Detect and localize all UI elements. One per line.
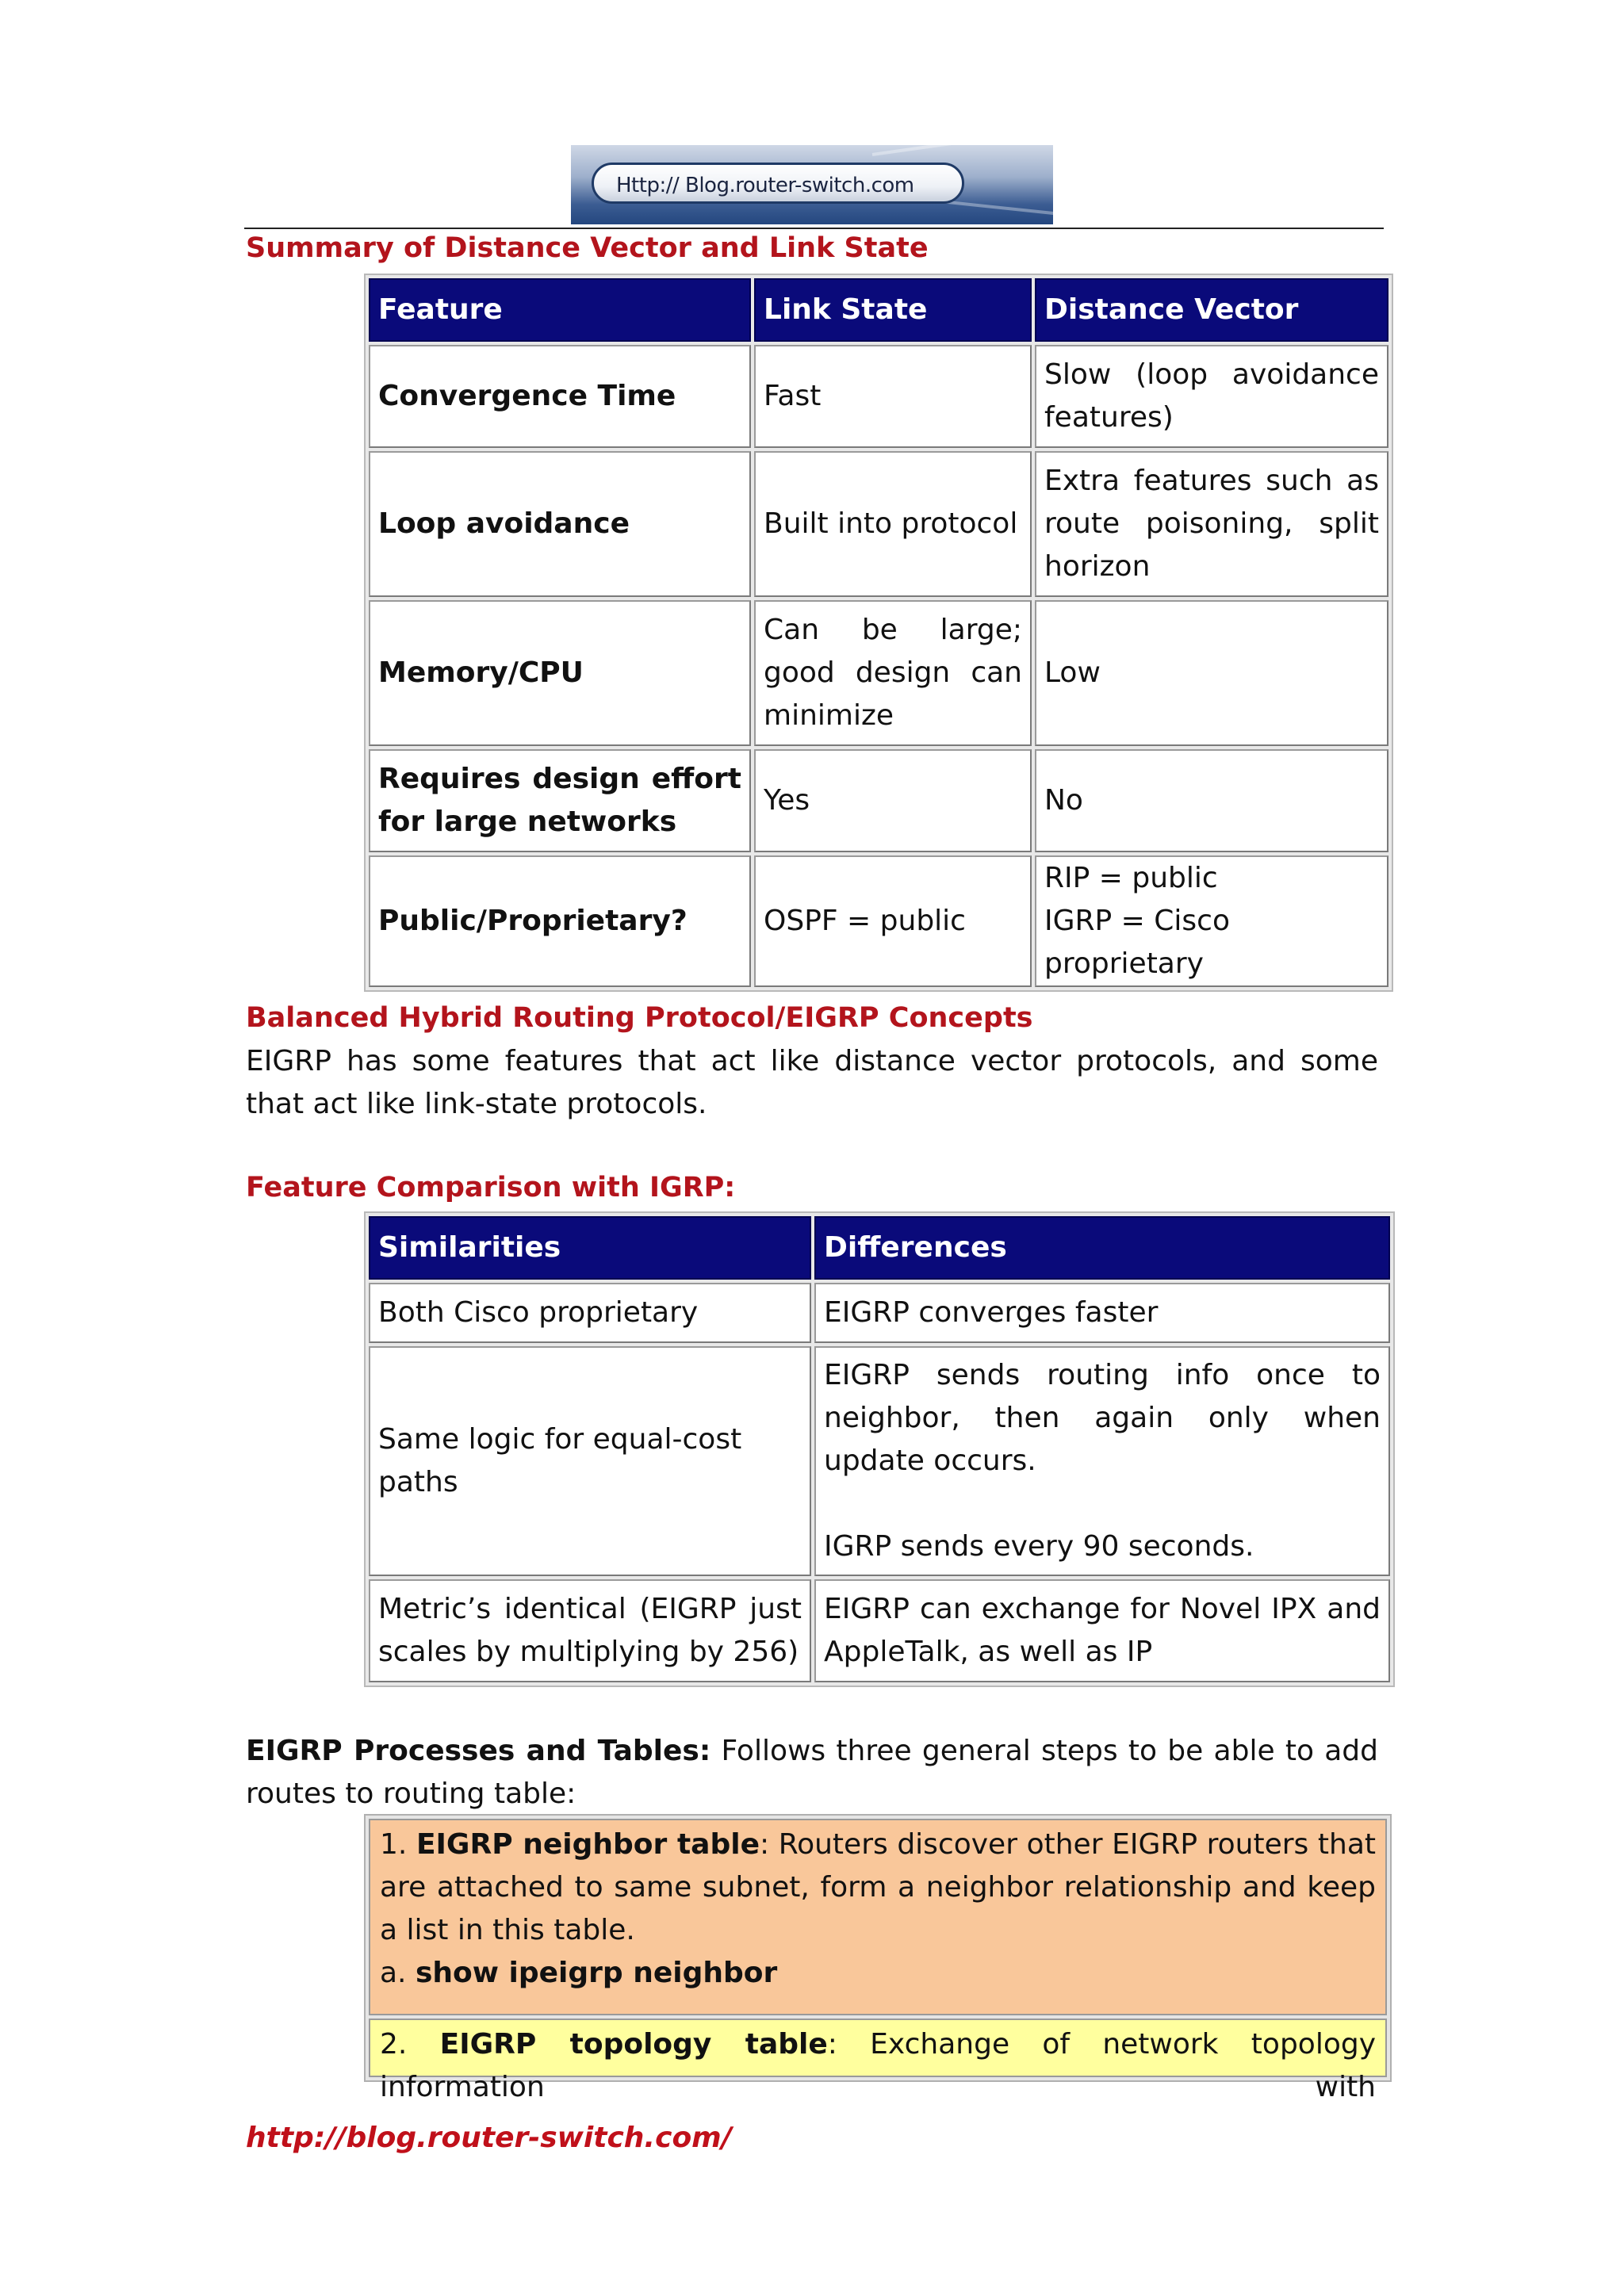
- distance-vector-line: RIP = public: [1044, 862, 1218, 894]
- table-header-cell: Distance Vector: [1035, 278, 1388, 342]
- section-heading-eigrp-concepts: Balanced Hybrid Routing Protocol/EIGRP Concepts: [246, 1002, 1033, 1034]
- table-header-cell: Similarities: [369, 1216, 811, 1280]
- feature-cell: Public/Proprietary?: [369, 855, 751, 987]
- footer-url[interactable]: http://blog.router-switch.com/: [246, 2122, 732, 2154]
- difference-text: IGRP sends every 90 seconds.: [824, 1530, 1254, 1563]
- eigrp-steps-table: [364, 1814, 1392, 2103]
- comparison-table: [364, 1211, 1395, 1687]
- step-title: EIGRP topology table: [439, 2028, 828, 2061]
- difference-cell: EIGRP converges faster: [814, 1283, 1390, 1343]
- similarity-cell: Both Cisco proprietary: [369, 1283, 811, 1343]
- distance-vector-line: IGRP = Cisco proprietary: [1044, 905, 1230, 980]
- table-header-row: [369, 278, 1388, 342]
- step-title: EIGRP neighbor table: [416, 1828, 760, 1861]
- table-row: [369, 345, 1388, 448]
- section-heading-summary: Summary of Distance Vector and Link State: [246, 232, 929, 264]
- table-header-cell: Feature: [369, 278, 751, 342]
- feature-cell: Memory/CPU: [369, 600, 751, 746]
- link-state-cell: Yes: [754, 749, 1032, 852]
- difference-cell: [814, 1346, 1390, 1576]
- site-logo-banner: [571, 145, 1053, 224]
- link-state-cell: Built into protocol: [754, 451, 1032, 597]
- processes-lead-text: Follows three general steps to be able to add routes to routing table:: [246, 1735, 1378, 1810]
- feature-cell: Loop avoidance: [369, 451, 751, 597]
- difference-cell: EIGRP can exchange for Novel IPX and AppleTalk, as well as IP: [814, 1579, 1390, 1682]
- step-topology-table: [369, 2019, 1387, 2103]
- summary-table: [364, 274, 1393, 992]
- eigrp-processes-paragraph: [246, 1730, 1378, 1816]
- step-number: 1.: [380, 1828, 416, 1861]
- step-neighbor-table: [369, 1819, 1387, 2015]
- feature-cell: Convergence Time: [369, 345, 751, 448]
- table-header-row: [369, 1216, 1390, 1280]
- difference-text: EIGRP sends routing info once to neighbor, then again only when update occurs.: [824, 1359, 1381, 1477]
- eigrp-concepts-paragraph: EIGRP has some features that act like distance vector protocols, and some that act like link-state protocols.: [246, 1045, 1378, 1120]
- logo-decor-ray: [872, 54, 1580, 156]
- table-row: [369, 855, 1388, 987]
- link-state-cell: Fast: [754, 345, 1032, 448]
- distance-vector-cell: Extra features such as route poisoning, split horizon: [1035, 451, 1388, 597]
- similarity-cell: Metric’s identical (EIGRP just scales by multiplying by 256): [369, 1579, 811, 1682]
- feature-cell: Requires design effort for large networks: [369, 749, 751, 852]
- link-state-cell: Can be large; good design can minimize: [754, 600, 1032, 746]
- table-row: [369, 451, 1388, 597]
- table-row: [369, 1283, 1390, 1343]
- table-row: [369, 1579, 1390, 1682]
- table-row: [369, 600, 1388, 746]
- distance-vector-cell: No: [1035, 749, 1388, 852]
- similarity-cell: Same logic for equal-cost paths: [369, 1346, 811, 1576]
- processes-lead-bold: EIGRP Processes and Tables:: [246, 1735, 711, 1767]
- table-row: [369, 749, 1388, 852]
- table-header-cell: Link State: [754, 278, 1032, 342]
- distance-vector-cell: [1035, 855, 1388, 987]
- header-rule: [244, 228, 1384, 229]
- table-row: [369, 1346, 1390, 1576]
- step-text: : Exchange of network topology information with: [380, 2028, 1376, 2103]
- logo-decor-ray: [872, 193, 1582, 270]
- sub-step-prefix: a.: [380, 1957, 416, 1989]
- spacer: [824, 1483, 1381, 1525]
- distance-vector-cell: Slow (loop avoidance features): [1035, 345, 1388, 448]
- step-number: 2.: [380, 2028, 440, 2061]
- logo-text: Http:// Blog.router-switch.com: [592, 163, 964, 204]
- step-text: : Routers discover other EIGRP routers that are attached to same subnet, form a neighbor relationship and keep a list in this table.: [380, 1828, 1376, 1946]
- sub-step-command: show ipeigrp neighbor: [415, 1957, 778, 1989]
- table-header-cell: Differences: [814, 1216, 1390, 1280]
- section-heading-feature-comparison: Feature Comparison with IGRP:: [246, 1172, 736, 1203]
- distance-vector-cell: Low: [1035, 600, 1388, 746]
- link-state-cell: OSPF = public: [754, 855, 1032, 987]
